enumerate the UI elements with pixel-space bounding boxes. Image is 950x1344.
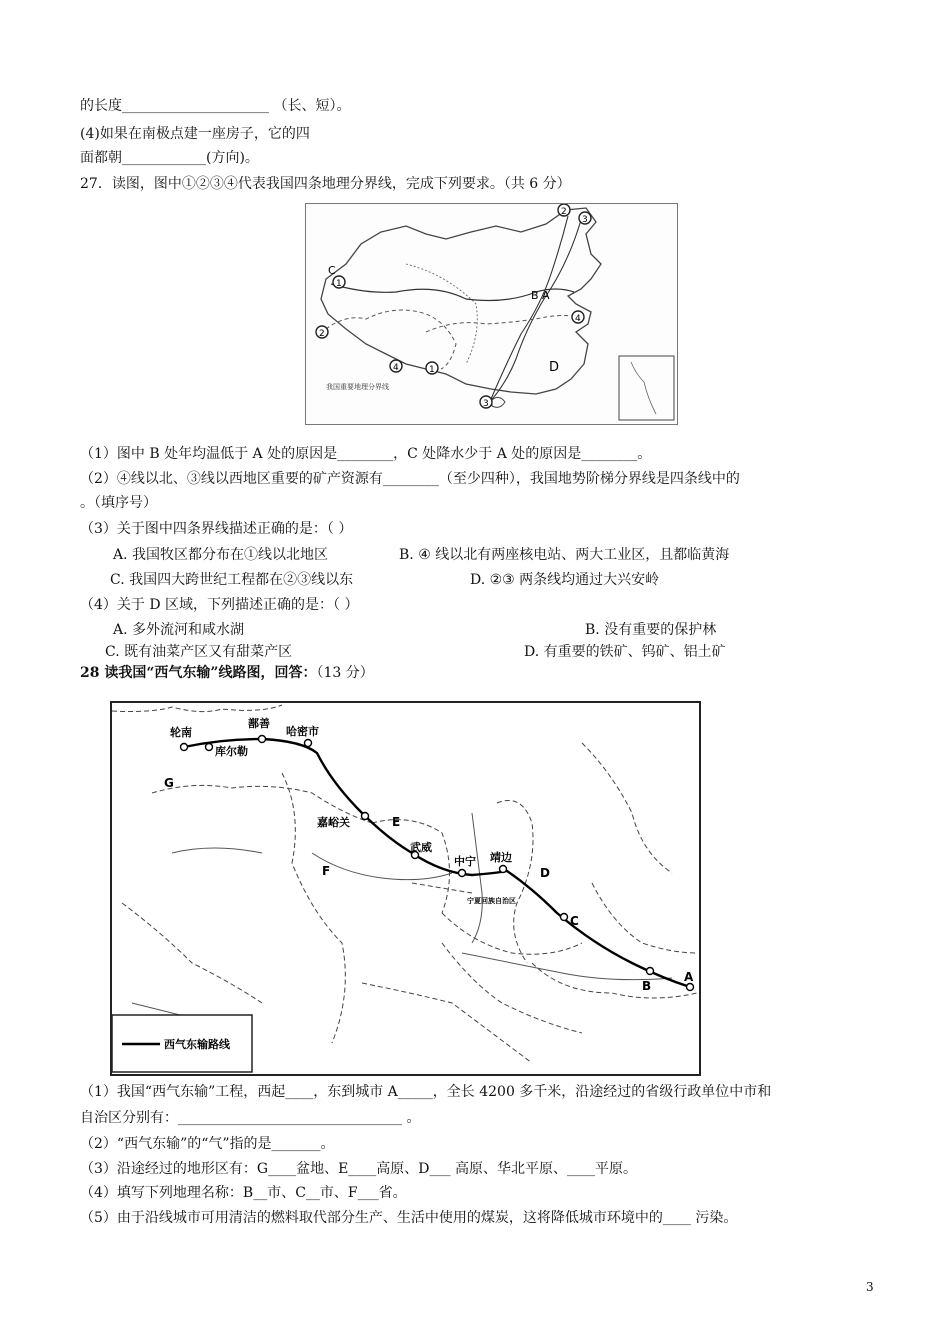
region-g: G [164,776,174,790]
city-kuerle: 库尔勒 [215,745,248,758]
q28-q2: （2）“西气东输”的“气”指的是_______。 [80,1136,335,1152]
city-jiayuguan: 嘉峪关 [317,816,350,829]
q28-title-text: 28 读我国“西气东输”线路图，回答： [80,665,317,681]
q27-q2-b: 。（填序号） [80,495,157,511]
line-4-label: 4 [575,314,581,324]
line-1-label-south: 1 [429,365,435,375]
q27-q1: （1）图中 B 处年均温低于 A 处的原因是________，C 处降水少于 A 处的原因是________。 [80,446,652,462]
china-boundary-lines-map [305,203,678,425]
city-hami: 哈密市 [286,725,319,738]
q27-q3: （3）关于图中四条界线描述正确的是：（ ） [80,521,353,537]
map-caption: 我国重要地理分界线 [326,383,389,391]
q27-q4-option-d: D. 有重要的铁矿、钨矿、铝土矿 [524,644,726,660]
q27-title: 27．读图，图中①②③④代表我国四条地理分界线，完成下列要求。（共 6 分） [80,176,571,192]
q28-q4: （4）填写下列地理名称：B__市、C__市、F___省。 [80,1185,407,1201]
line-1-label: 1 [336,279,342,289]
q27-q4: （4）关于 D 区域，下列描述正确的是：（ ） [80,597,359,613]
q26-line3: 面都朝____________(方向)。 [80,150,259,166]
q27-q3-option-b: B. ④ 线以北有两座核电站、两大工业区，且都临黄海 [399,547,730,563]
q27-q2-a: （2）④线以北、③线以西地区重要的矿产资源有________（至少四种），我国地势阶梯分界线是四条线中的 [80,471,740,487]
region-e: E [392,815,401,829]
q28-title [80,664,374,682]
city-a: A [684,970,694,984]
city-jingbian: 靖边 [490,851,512,864]
city-c: C [570,914,579,928]
q27-q4-option-c: C. 既有油菜产区又有甜菜产区 [105,644,293,660]
q28-q5: （5）由于沿线城市可用清洁的燃料取代部分生产、生活中使用的煤炭，这将降低城市环境中的____ 污染。 [80,1210,738,1226]
q28-q1-a: （1）我国“西气东输”工程，西起____，东到城市 A_____，全长 4200 多千米，沿途经过的省级行政单位中市和 [80,1084,772,1100]
legend-label: 西气东输路线 [164,1038,230,1051]
line-3-label-south: 3 [483,399,489,409]
region-f: F [322,864,331,878]
q27-q4-option-a: A. 多外流河和咸水湖 [113,622,245,638]
line-2-label-west: 2 [319,329,325,339]
page-number: 3 [866,1280,874,1294]
q26-line1: 的长度_____________________ （长、短）。 [80,98,351,114]
city-shanshan: 鄯善 [248,717,270,730]
city-zhongning: 中宁 [454,855,476,868]
q27-q3-option-a: A. 我国牧区都分布在①线以北地区 [113,547,329,563]
line-2-label: 2 [561,207,567,217]
q26-line2: (4)如果在南极点建一座房子，它的四 [80,126,310,142]
pipeline-map-drawing [112,703,699,1074]
city-lunnan: 轮南 [170,726,192,739]
region-d: D [540,866,550,880]
region-ningxia: 宁夏回族自治区 [467,897,516,905]
q28-q3: （3）沿途经过的地形区有：G____盆地、E____高原、D___ 高原、华北平原、____平原。 [80,1161,637,1177]
q28-score: （13 分） [316,665,374,681]
city-wuwei: 武威 [410,841,432,854]
label-d: D [549,360,560,375]
line-3-label: 3 [582,215,588,225]
china-map-drawing [306,204,677,424]
label-b-a: B A [531,289,550,302]
q27-q3-option-d: D. ②③ 两条线均通过大兴安岭 [470,572,660,588]
q27-q4-option-b: B. 没有重要的保护林 [585,622,717,638]
label-c: C [328,264,336,277]
line-4-label-south: 4 [393,363,399,373]
city-b: B [642,979,652,993]
q28-q1-b: 自治区分别有：________________________________ 。 [80,1110,421,1126]
west-east-gas-pipeline-map [110,701,701,1076]
q27-q3-option-c: C. 我国四大跨世纪工程都在②③线以东 [110,572,354,588]
